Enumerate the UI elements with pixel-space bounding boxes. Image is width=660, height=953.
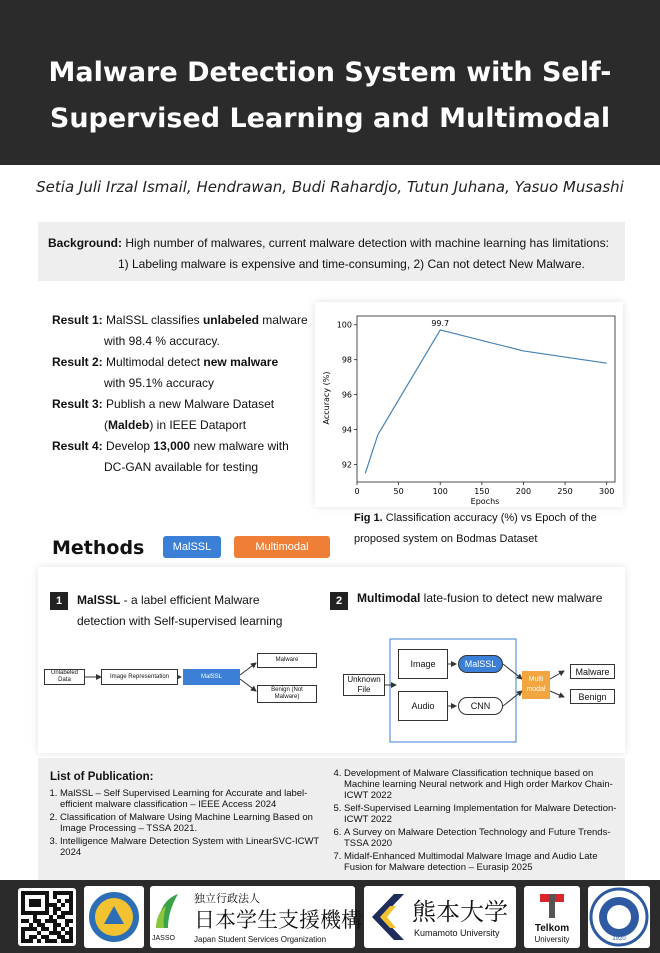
publication-item: 7. Midalf-Enhanced Multimodal Malware Image and Audio Late Fusion for Malware detection – Eurasip 2025 (344, 851, 617, 873)
figure-label: Fig 1. (354, 512, 383, 524)
y-tick-label: 100 (336, 320, 352, 330)
unlabeled-data-box: Unlabeled Data (44, 669, 85, 685)
background-limitations: 1) Labeling malware is expensive and time-consuming, 2) Can not detect New Malware. (118, 257, 585, 271)
background-panel (38, 222, 625, 281)
y-tick-label: 94 (341, 425, 352, 435)
results-list (52, 310, 322, 478)
result-label: Result 3: (52, 397, 103, 411)
publication-panel (38, 758, 625, 880)
method-1-number: 1 (50, 592, 68, 610)
result-1: Result 1: MalSSL classifies unlabeled malware with 98.4 % accuracy. (52, 313, 308, 348)
qr-code-icon (18, 888, 76, 946)
telkom-university-logo: Telkom University (524, 886, 580, 948)
result-3: Result 3: Publish a new Malware Dataset (Maldeb) in IEEE Dataport (52, 397, 275, 432)
peak-data-label: 99.7 (431, 318, 450, 328)
accuracy-chart-panel (315, 302, 623, 507)
malssl-box: MalSSL (183, 669, 240, 685)
jasso-leaf-icon (154, 892, 180, 930)
telkom-mark-icon (538, 892, 566, 920)
multimodal-fusion-box: Multi modal (522, 671, 550, 699)
publication-list-left (48, 788, 333, 860)
methods-title: Methods (52, 537, 145, 559)
y-tick-label: 96 (341, 390, 352, 400)
x-tick-label: 100 (432, 487, 448, 496)
benign-output-box: Benign (Not Malware) (257, 685, 317, 703)
publication-item: 5. Self-Supervised Learning Implementation for Malware Detection-ICWT 2022 (344, 803, 617, 825)
accuracy-chart (315, 302, 623, 507)
institute-seal-logo: 1920 (588, 886, 650, 948)
malware-result-box: Malware (570, 664, 615, 679)
methods-panel (38, 567, 625, 753)
x-tick-label: 150 (474, 487, 490, 496)
unknown-file-box: Unknown File (343, 674, 385, 696)
y-axis-label: Accuracy (%) (322, 371, 331, 425)
malssl-model-box: MalSSL (458, 655, 503, 673)
method-2-description: Multimodal late-fusion to detect new malware (357, 591, 603, 605)
publication-item: 1. MalSSL – Self Supervised Learning for Accurate and label-efficient malware classification – IEEE Access 2024 (60, 788, 333, 810)
y-tick-label: 92 (341, 460, 352, 470)
publication-item: 3. Intelligence Malware Detection System with LinearSVC-ICWT 2024 (60, 836, 333, 858)
publication-list-right (332, 768, 617, 875)
background-text: High number of malwares, current malware detection with machine learning has limitations: (125, 236, 609, 250)
result-label: Result 2: (52, 355, 103, 369)
footer-logos (0, 880, 660, 953)
publication-item: 4. Development of Malware Classification technique based on Machine learning Neural network and High order Markov Chain- ICWT 2022 (344, 768, 617, 801)
result-2: Result 2: Multimodal detect new malware with 95.1% accuracy (52, 355, 279, 390)
y-tick-label: 98 (341, 355, 352, 365)
benign-result-box: Benign (570, 689, 615, 704)
x-tick-label: 300 (599, 487, 615, 496)
figure-caption: Fig 1. Classification accuracy (%) vs Epoch of the proposed system on Bodmas Dataset (354, 512, 597, 545)
x-tick-label: 250 (557, 487, 573, 496)
result-4: Result 4: Develop 13,000 new malware with DC-GAN available for testing (52, 439, 289, 474)
authors: Setia Juli Irzal Ismail, Hendrawan, Budi Rahardjo, Tutun Juhana, Yasuo Musashi (36, 178, 624, 196)
header-banner (0, 0, 660, 165)
poster-title: Malware Detection System with Self-Supervised Learning and Multimodal (48, 57, 612, 134)
university-seal-logo (84, 886, 144, 948)
method-1-description: MalSSL - a label efficient Malware detection with Self-supervised learning (77, 593, 283, 628)
multimodal-tag: Multimodal (234, 536, 330, 558)
x-tick-label: 200 (515, 487, 532, 496)
x-tick-label: 0 (354, 487, 360, 496)
malssl-tag: MalSSL (163, 536, 221, 558)
accuracy-series-line (365, 330, 606, 473)
x-tick-label: 50 (393, 487, 404, 496)
publication-item: 6. A Survey on Malware Detection Technology and Future Trends-TSSA 2020 (344, 827, 617, 849)
publication-title: List of Publication: (50, 771, 154, 783)
background-label: Background: (48, 236, 123, 250)
method-2-number: 2 (330, 592, 348, 610)
image-representation-box: Image Representation (101, 669, 178, 685)
kumamoto-chevron-icon (366, 892, 406, 942)
kumamoto-university-logo: 熊本大学 Kumamoto University (364, 886, 516, 948)
malware-output-box: Malware (257, 653, 317, 668)
result-label: Result 1: (52, 313, 103, 327)
cnn-model-box: CNN (458, 697, 503, 715)
publication-item: 2. Classification of Malware Using Machine Learning Based on Image Processing – TSSA 2021. (60, 812, 333, 834)
jasso-logo: 独立行政法人 日本学生支援機構 JASSO Japan Student Services Organization (150, 886, 355, 948)
x-axis-label: Epochs (470, 497, 500, 506)
result-label: Result 4: (52, 439, 103, 453)
audio-modality-box: Audio (398, 691, 448, 721)
image-modality-box: Image (398, 649, 448, 679)
